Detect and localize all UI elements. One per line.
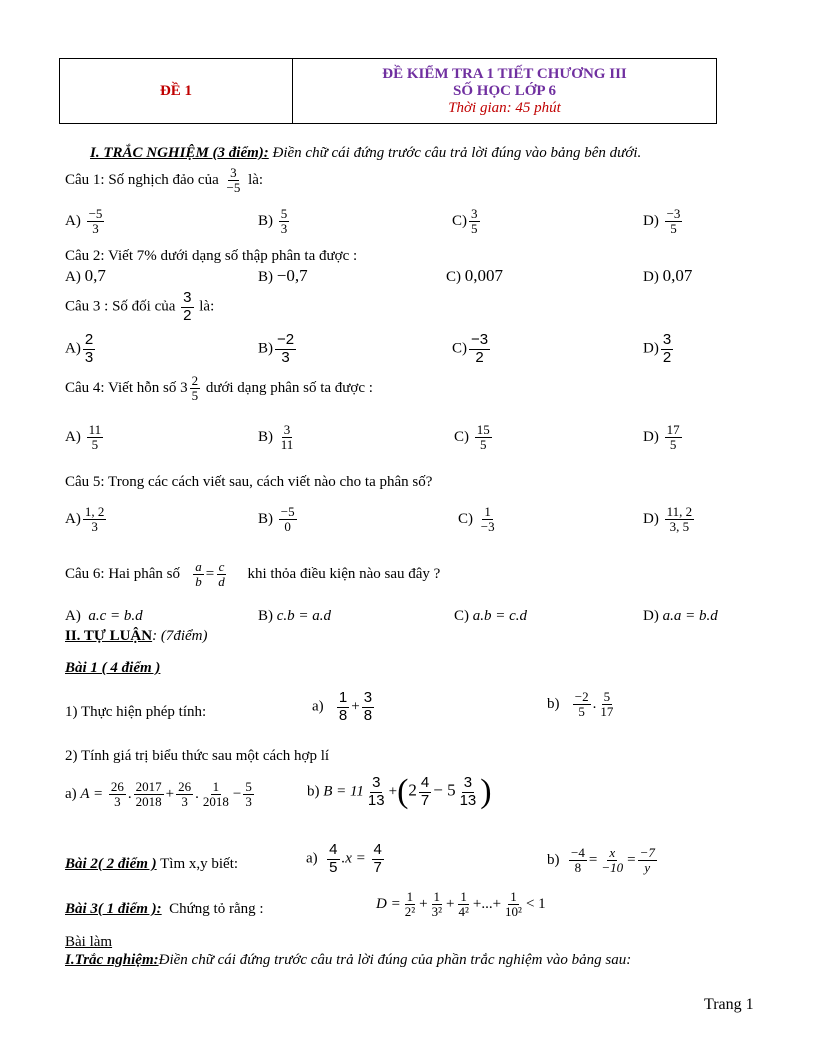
part1-instruction: Điền chữ cái đứng trước câu trả lời đúng vào bảng bên dưới.	[272, 145, 642, 161]
de-number: ĐỀ 1	[159, 82, 193, 99]
bai1-title: Bài 1 ( 4 điểm )	[65, 660, 161, 676]
bai2-title-line: Bài 2( 2 điểm ) Tìm x,y biết:	[65, 856, 239, 872]
bai1-a-expression: a) $\frac{1}{8}$ + $\frac{3}{8}$	[312, 689, 373, 724]
q3-option-c: C) $\frac{-3}{2}$	[452, 331, 489, 366]
q6-option-a: A) a.c = b.d	[65, 608, 143, 624]
q5-option-d: D) $\frac{11, 2}{3, 5}$	[643, 504, 693, 535]
q4-option-a: A) $\frac{11}{5}$	[65, 422, 102, 453]
bai1-B-expression: b) B = 11 $\frac{3}{13}$ +(2 $\frac{4}{7}$ − 5 $\frac{3}{13}$ )	[307, 773, 492, 810]
q2-stem: Câu 2: Viết 7% dưới dạng số thập phân ta được :	[65, 248, 358, 264]
bai3-title-line: Bài 3( 1 điểm ): Chứng tỏ rằng :	[65, 901, 264, 917]
q3-fraction: $\frac{3}{2}$	[183, 289, 192, 324]
trac-nghiem-instruction: I.Trắc nghiệm:Điền chữ cái đứng trước câu trả lời đúng của phần trắc nghiệm vào bảng sau:	[65, 952, 632, 968]
header-table	[59, 58, 717, 124]
bai1-b-expression: b) $\frac{-2}{5}$ . $\frac{5}{17}$	[547, 689, 614, 720]
q1-option-b: B) $\frac{5}{3}$	[258, 206, 288, 237]
bai2-b-expression: b) $\frac{-4}{8}$ = $\frac{x}{-10}$ = $\frac{-7}{y}$	[547, 845, 655, 876]
bai1-item2: 2) Tính giá trị biểu thức sau một cách hợp lí	[65, 748, 330, 764]
part1-heading	[90, 145, 641, 162]
q6-stem: Câu 6: Hai phân số $\frac{a}{b}$ = $\frac{c}{d}$ khi thỏa điều kiện nào sau đây ?	[65, 559, 441, 590]
q2-option-c: C) 0,007	[446, 266, 503, 285]
q5-option-b: B) $\frac{-5}{0}$	[258, 504, 295, 535]
header-line1: ĐỀ KIỂM TRA 1 TIẾT CHƯƠNG III	[382, 65, 627, 82]
q1-option-d: D) $\frac{-3}{5}$	[643, 206, 681, 237]
q6-option-b: B) c.b = a.d	[258, 608, 332, 624]
q1-stem	[65, 166, 263, 196]
header-de-cell	[60, 59, 293, 124]
q3-option-d: D) $\frac{3}{2}$	[643, 331, 672, 366]
q2-option-b: B) −0,7	[258, 266, 308, 285]
q3-option-b: B) $\frac{-2}{3}$	[258, 331, 295, 366]
bai3-expression: D = $\frac{1}{\text{2²}}$ + $\frac{1}{\text{3²}}$ + $\frac{1}{\text{4²}}$ +...+ $\frac{1}{\text{10²}}$ < 1	[376, 889, 546, 920]
q1-option-c: C) $\frac{3}{5}$	[452, 206, 478, 237]
q4-option-b: B) $\frac{3}{11}$	[258, 422, 294, 453]
bai-lam-heading: Bài làm	[65, 934, 113, 950]
q3-option-a: A) $\frac{2}{3}$	[65, 331, 94, 366]
header-title-cell	[293, 59, 717, 124]
header-line2: SỐ HỌC LỚP 6	[453, 82, 556, 99]
bai1-item1: 1) Thực hiện phép tính:	[65, 704, 207, 720]
bai2-a-expression: a) $\frac{4}{5}$ .x = $\frac{4}{7}$	[306, 841, 382, 876]
q4-stem: Câu 4: Viết hỗn số 3 $\frac{2}{5}$ dưới dạng phân số ta được :	[65, 373, 373, 404]
q5-option-a: A) $\frac{1, 2}{3}$	[65, 504, 105, 535]
q3-stem: Câu 3 : Số đối của $\frac{3}{2}$ là:	[65, 289, 215, 324]
q1-option-a: A) $\frac{-5}{3}$	[65, 206, 103, 237]
header-line3: Thời gian: 45 phút	[448, 99, 561, 116]
part2-heading: II. TỰ LUẬN: (7điểm)	[65, 628, 208, 644]
q4-mixed-number: 3 $\frac{2}{5}$	[180, 373, 199, 404]
page-number: Trang 1	[704, 996, 754, 1013]
q6-option-c: C) a.b = c.d	[454, 608, 528, 624]
q5-option-c: C) $\frac{1}{-3}$	[458, 504, 495, 535]
q2-option-d: D) 0,07	[643, 266, 693, 285]
q6-option-d: D) a.a = b.d	[643, 608, 718, 624]
part1-title: I. TRẮC NGHIỆM (3 điểm):	[90, 145, 269, 161]
bai1-A-expression: a) A = $\frac{26}{3}$ . $\frac{2017}{2018}$ + $\frac{26}{3}$ . $\frac{1}{2018}$ − $\frac{5}{3}$	[65, 779, 252, 810]
q4-option-c: C) $\frac{15}{5}$	[454, 422, 490, 453]
q2-option-a: A) 0,7	[65, 266, 106, 285]
q5-stem: Câu 5: Trong các cách viết sau, cách viết nào cho ta phân số?	[65, 474, 433, 490]
q1-fraction: $\frac{3}{-5}$	[226, 165, 241, 196]
q1-prefix: Câu 1: Số nghịch đảo của	[65, 172, 219, 189]
q4-option-d: D) $\frac{17}{5}$	[643, 422, 680, 453]
q1-suffix: là:	[248, 172, 264, 189]
